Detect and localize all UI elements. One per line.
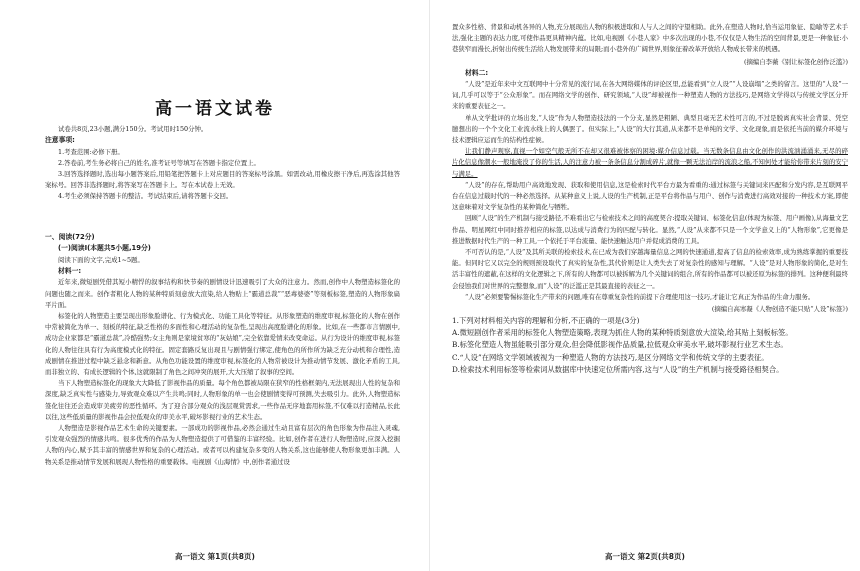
notice-heading: 注意事项: (45, 136, 75, 145)
question-1-option-c: C.“人设”在网络文学领域被视为一种塑造人物的方法技巧,是区分网络文学和传统文学的主要表征。 (452, 352, 769, 362)
reading-section (45, 232, 400, 468)
material-1-paragraph: 人物塑造是影视作品艺术生命的关键要素。一部成功的影视作品,必然会通过生动且富有层次的角色形象为作品注入灵魂,引发观众强烈的情感共鸣。很多优秀的作品为人物塑造提供了可借鉴的丰富经验。比如,创作者在进行人物塑造时,应深入挖掘人物的内心,赋予其丰富的情感世界和复杂的心理活动。或者可以构建复杂多变的人物关系,这也能够使人物形象更加丰满。人物关系是推动情节发展和展现人物性格的重要载体。电视剧《山海情》中,创作者通过设 (45, 424, 400, 466)
question-1-option-d: D.检索技术利用标签等检索词从数据库中快速定位所需内容,这与“人设”的生产机制与接受路径相契合。 (452, 364, 784, 374)
source-citation-1: (摘编自李薇《别让标签化创作泛滥》) (743, 57, 848, 66)
notice-item: 3.回答选择题时,选出每小题答案后,用铅笔把答题卡上对应题目的答案标号涂黑。如需改动,用橡皮擦干净后,再选涂其他答案标号。回答非选择题时,将答案写在答题卡上。写在本试卷上无效。 (45, 170, 400, 190)
question-1-option-b: B.标签化塑造人物虽能吸引部分观众,但会降低影视作品质量,拉低观众审美水平,破坏影视行业艺术生态。 (452, 340, 788, 350)
material-2-paragraph: “人设”必须要警惕标签化生产带来的问题,唯有在尊重复杂性的前提下合理使用这一技巧,才能让它真正为作品的生命力服务。 (465, 292, 815, 301)
material-1-paragraph: 标签化的人物塑造主要呈现出形象脸谱化、行为模式化、功能工具化等特征。从形象塑造的维度审视,标签化的人物在创作中常被简化为单一、刻板的特征,缺乏性格的多面性和心理活动的复杂性,呈现出高度脸谱化的形象。比如,在一些都市言情剧中,成功企业家都是“霸道总裁”,冷酷强势;女主角则是家境贫寒的“灰姑娘”,完全依靠爱情来改变命运。从行为设计的维度审视,标签化的人物往往具有行为高度模式化的特征。固定套路反复出现且与剧情强行绑定,使角色的所作所为缺乏充分动机和合理性,造成剧情在推进过程中缺乏悬念和新意。从角色功能设置的维度审视,标签化的人物常被设计为推动情节发展、激化矛盾的工具,而非独立的、有成长逻辑的个体,这就限制了角色之间冲突的展开,大大压缩了叙事的空间。 (45, 312, 400, 377)
material-2-paragraph: 不可否认的是,“人设”及其所关联的检索技术,在已成为我们穿越海量信息之网的快速通道,提高了信息的检索效率,成为熟练掌握的重要技能。但同时它又以完全的规则预设取代了真实的复杂性,其代价则是让人类失去了对复杂性的感知与理解。“人设”是对人物形象的简化,是对生活丰富性的遮蔽,在这样的文化逻辑之下,所有的人物都可以被拆解为几个关键词的组合,所有的作品都可以被还原为标签的排列。这种便利最终会侵蚀我们对世界的完整想象,而“人设”的泛滥正是其最直接的表征之一。 (452, 248, 848, 290)
notice-item: 4.考生必须保持答题卡的整洁。考试结束后,请将答题卡交回。 (58, 192, 233, 201)
material-2-label: 材料二: (465, 68, 489, 77)
source-citation-2: (摘编自高寒凝《人物创造不能只贴“人设”标签》) (711, 305, 848, 314)
right-text-block (452, 22, 848, 376)
notice-item: 2.答卷前,考生务必将自己的姓名,准考证号等填写在答题卡指定位置上。 (58, 158, 260, 167)
question-1-stem: 1.下列对材料相关内容的理解和分析,不正确的一项是(3分) (452, 316, 640, 326)
material-2-paragraph: “人设”是近年来中文互联网中十分常见的流行词,在各大网络媒体的评论区里,总能看到“立人设”“人设崩塌”之类的留言。这里的“人设”一词,几乎可以等于“公众形象”。而在网络文学的创作、研究领域,“人设”却被视作一种塑造人物的方法技巧,是网络文学得以与传统文学区分开来的重要表征之一。 (452, 80, 848, 111)
material-1-label: 材料一: (58, 267, 82, 276)
section-heading: 一、阅读(72分) (45, 233, 95, 241)
instruction-text: 阅读下面的文字,完成1~5题。 (58, 255, 144, 264)
page-footer: 高一语文 第1页(共8页) (175, 552, 255, 561)
notice-item: 1.考查范围:必修下册。 (58, 147, 124, 156)
exam-info: 试卷共8页,23小题,满分150分。考试用时150分钟。 (58, 125, 208, 133)
exam-page-2 (430, 0, 860, 571)
subsection-heading: (一)阅读Ⅰ(本题共5小题,19分) (58, 244, 151, 253)
exam-title: 高一语文试卷 (155, 99, 275, 119)
exam-header-block (45, 124, 400, 203)
page-footer: 高一语文 第2页(共8页) (605, 552, 685, 561)
underlined-paragraph: 让我们静声观察,直视一个如空气般无所不在却又很难被体察的困境:媒介信息过载。当无数条信息由文化创作的洪流汹涌涌来,无尽的碎片化信息像潮水一般地淹没了你的生活,人的注意力被一条条信息分割成碎片,就像一颗无法泊岸的流浪之船,不知何处才能给你带来片刻的安宁与满足。 (452, 147, 848, 178)
material-1-paragraph-cont: 置众多性格、背景和动机各异的人物,充分展现出人物的积极进取和人与人之间的守望相助。此外,在塑造人物时,恰当运用象征、隐喻等艺术手法,强化主题的表达力度,可使作品更具精神内蕴。比如,电视剧《小巷人家》中多次出现的小巷,不仅仅是人物生活的空间背景,更是一种象征:小巷狭窄而漫长,折射出传统生活给人物发展带来的局限;而小巷外的广阔世界,则象征着改革开放给人物成长带来的机遇。 (452, 23, 848, 54)
question-1-option-a: A.微短剧创作者采用的标签化人物塑造策略,表现为抓住人物的某种特质刻意放大渲染,给其贴上刻板标签。 (452, 328, 793, 338)
material-1-paragraph: 近年来,微短剧凭借其短小精悍的叙事结构和快节奏的剧情设计迅速吸引了大众的注意力。然而,创作中人物塑造标签化的问题也随之而来。创作者粗化人物的某种特质刻意放大渲染,给人物贴上“霸道总裁”“恶毒婆婆”等刻板标签,塑造的人物形象扁平片面。 (45, 278, 400, 309)
material-1-paragraph: 当下人物塑造标签化的现象大大降低了影视作品的质量。每个角色都被局限在狭窄的性格框架内,无法展现出人性的复杂和深度,缺乏真实性与感染力,导致观众难以产生共鸣;同时,人物形象的单一也会使剧情变得可预测,失去吸引力。此外,人物塑造标签化往往还会造成审美疲劳的恶性循环。为了迎合部分观众的浅层观赏需求,一些作品无序地套用标签,不仅难以打造精品,长此以往,这些低质量的影视作品会拉低观众的审美水平,破坏影视行业的艺术生态。 (45, 379, 400, 421)
material-2-paragraph: 单从文学批评的立场出发,“人设”作为人物塑造技法的一个分支,显然是粗陋、典型且毫无艺术性可言的,不过是脱离真实社会背景、凭空臆想出的一个个文化工业流水线上的人偶罢了。但实际上,“人设”的大行其道,从来都不是单纯的文学、文化现象,而是依托当前的媒介环境与技术逻辑应运而生的结构性症候。 (452, 113, 848, 145)
material-2-paragraph: 回顾“人设”的生产机制与接受路径,不难看出它与检索技术之间的高度契合:提取关键词、标签化信息(体现为标签、用户画像),从海量文艺作品、明星网红中同时推荐相应的标签,以达成与消费行为的匹配与转化。显然,“人设”从来都不只是一个文学意义上的“人物形象”,它更像是推进数据时代生产的一种工具,一个依托于平台流量、能快速触达用户并促成消费的工具。 (452, 214, 848, 245)
material-2-paragraph: “人设”的存在,帮助用户高效地发现、获取和使用信息,这是检索时代平台方最为看重的:通过标签与关键词来匹配和分发内容,是互联网平台在信息过载时代的一种必然选择。从某种意义上说,人设的生产机制,正是平台将作品与用户、创作与消费进行高效对接的一种技术方案,即使这意味着对文学复杂性的某种简化与牺牲。 (452, 180, 848, 212)
